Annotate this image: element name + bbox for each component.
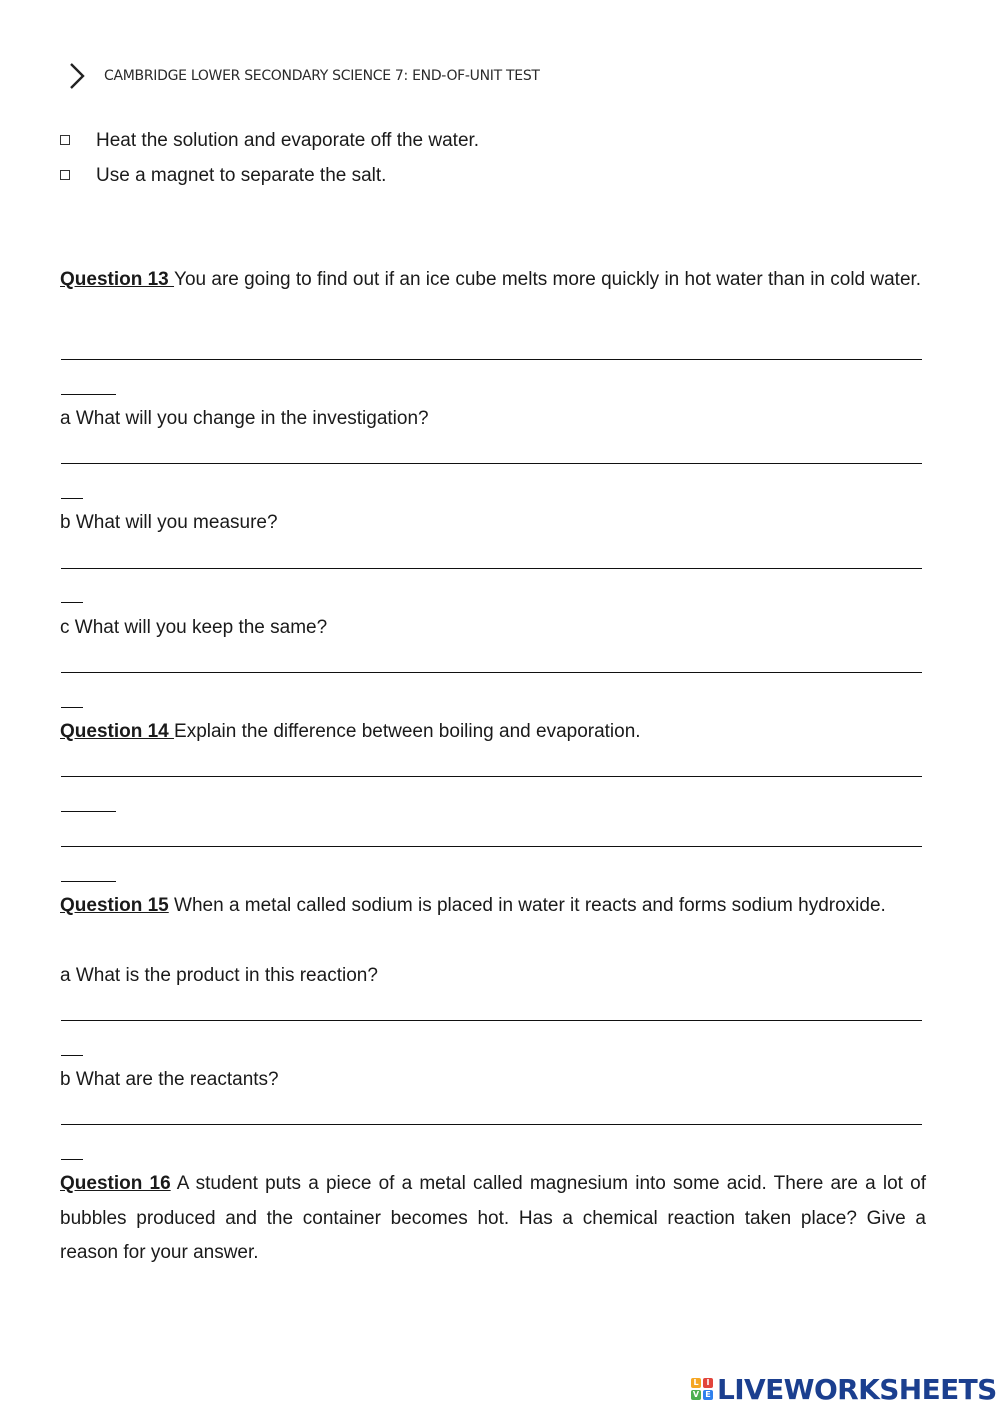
- question-16: [60, 1167, 926, 1271]
- logo-mark-icon: [691, 1378, 713, 1400]
- liveworksheets-logo: [691, 1372, 997, 1406]
- question-15-text: When a metal called sodium is placed in water it reacts and forms sodium hydroxide.: [168, 895, 886, 916]
- logo-mark-letter: V: [692, 1390, 700, 1399]
- answer-line-continuation[interactable]: [61, 498, 83, 499]
- answer-line-continuation[interactable]: [61, 394, 116, 395]
- answer-line-continuation[interactable]: [61, 707, 83, 708]
- logo-mark-letter: L: [691, 1378, 701, 1388]
- option-text: Heat the solution and evaporate off the water.: [96, 130, 480, 151]
- logo-mark-letter: I: [703, 1378, 713, 1388]
- answer-line[interactable]: [61, 672, 922, 673]
- question-13-text: You are going to find out if an ice cube melts more quickly in hot water than in cold water.: [174, 269, 922, 290]
- question-13c: c What will you keep the same?: [60, 617, 328, 638]
- answer-line-continuation[interactable]: [61, 602, 83, 603]
- question-13a: a What will you change in the investigation?: [60, 408, 429, 429]
- question-16-text: A student puts a piece of a metal called magnesium into some acid. There are a lot of bubbles produced and the container becomes hot. Has a chemical reaction taken place? Give a reason for your answer.: [60, 1173, 926, 1263]
- question-16-label: Question 16: [60, 1173, 171, 1194]
- answer-line-continuation[interactable]: [61, 811, 116, 812]
- answer-line[interactable]: [61, 463, 922, 464]
- checkbox-icon[interactable]: [60, 135, 70, 145]
- option-text: Use a magnet to separate the salt.: [96, 165, 387, 186]
- question-15-label: Question 15: [60, 895, 169, 916]
- logo-text: LIVEWORKSHEETS: [717, 1372, 997, 1406]
- answer-line[interactable]: [61, 846, 922, 847]
- question-13b: b What will you measure?: [60, 512, 278, 533]
- answer-line[interactable]: [61, 568, 922, 569]
- question-15b: b What are the reactants?: [60, 1069, 279, 1090]
- answer-line[interactable]: [61, 1020, 922, 1021]
- answer-line[interactable]: [61, 776, 922, 777]
- answer-line-continuation[interactable]: [61, 1159, 83, 1160]
- question-13-label: Question 13: [60, 269, 175, 290]
- question-15a: a What is the product in this reaction?: [60, 965, 378, 986]
- answer-line-continuation[interactable]: [61, 881, 116, 882]
- logo-mark-letter: E: [703, 1390, 713, 1400]
- question-14-text: Explain the difference between boiling and evaporation.: [174, 721, 641, 742]
- question-13: [60, 263, 926, 298]
- question-14-label: Question 14: [60, 721, 175, 742]
- answer-line[interactable]: [61, 1124, 922, 1125]
- answer-line[interactable]: [61, 359, 922, 360]
- question-15: [60, 889, 926, 924]
- answer-line-continuation[interactable]: [61, 1055, 83, 1056]
- page-header-title: CAMBRIDGE LOWER SECONDARY SCIENCE 7: END-OF-UNIT TEST: [104, 68, 540, 84]
- question-14: [60, 721, 641, 743]
- checkbox-icon[interactable]: [60, 170, 70, 180]
- chevron-right-icon: [64, 60, 90, 92]
